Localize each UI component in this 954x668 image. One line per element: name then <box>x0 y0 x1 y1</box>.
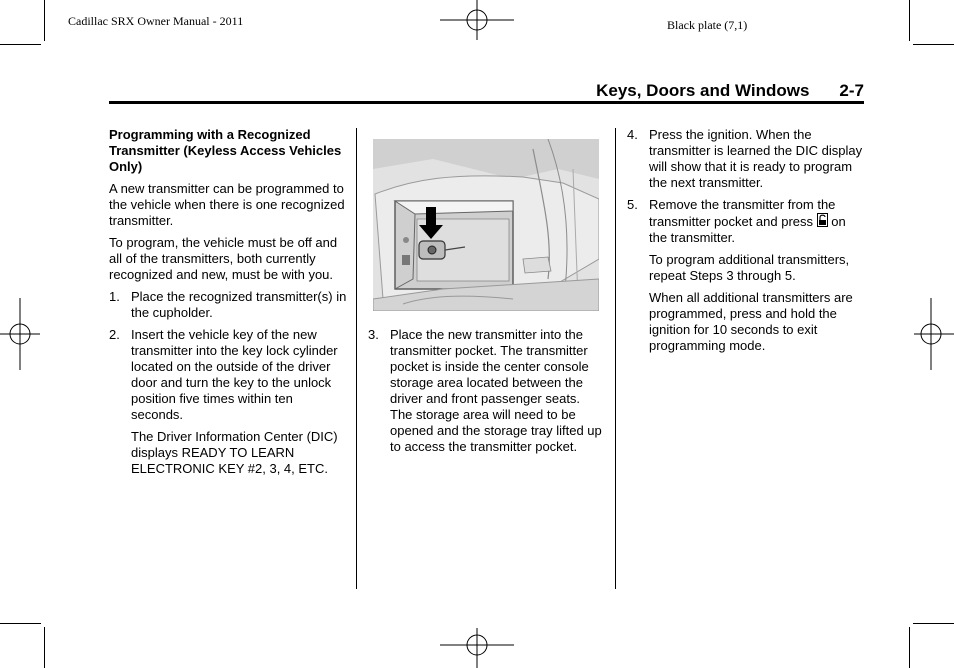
step-5 <box>627 197 865 246</box>
column-1 <box>109 127 347 483</box>
step-text: Remove the transmitter from the transmitter pocket and press <box>649 197 836 229</box>
column-divider <box>615 128 616 589</box>
column-3 <box>627 127 865 360</box>
section-title: Keys, Doors and Windows <box>596 81 810 100</box>
paragraph: To program, the vehicle must be off and all of the transmitters, both currently recognized and new, must be with you. <box>109 235 338 282</box>
step-text: Place the recognized transmitter(s) in the cupholder. <box>131 289 347 320</box>
registration-mark-bottom <box>440 626 514 668</box>
registration-mark-left <box>0 298 44 370</box>
crop-mark <box>0 623 41 624</box>
section-header <box>596 81 864 101</box>
console-illustration <box>373 139 599 311</box>
unlock-icon <box>817 213 828 227</box>
subsection-heading: Programming with a Recognized Transmitter (Keyless Access Vehicles Only) <box>109 127 342 174</box>
step-number: 3. <box>368 327 379 342</box>
crop-mark <box>913 623 954 624</box>
paragraph: A new transmitter can be programmed to the vehicle when there is one recognized transmitter. <box>109 181 345 228</box>
crop-mark <box>909 627 910 668</box>
title-rule <box>109 101 864 104</box>
step-2 <box>109 327 347 423</box>
crop-mark <box>909 0 910 41</box>
step-note: The Driver Information Center (DIC) displays READY TO LEARN ELECTRONIC KEY #2, 3, 4, ETC. <box>131 429 338 476</box>
plate-label: Black plate (7,1) <box>667 18 748 32</box>
step-note: When all additional transmitters are programmed, press and hold the ignition for 10 seconds to exit programming mode. <box>649 290 853 353</box>
step-number: 4. <box>627 127 638 142</box>
step-text: on the transmitter. <box>649 214 846 245</box>
step-number: 2. <box>109 327 120 342</box>
step-text: Place the new transmitter into the transmitter pocket. The transmitter pocket is inside the center console storage area located between the driver and front passenger seats. The storage area will need to be opened and the storage tray lifted up to access the transmitter pocket. <box>390 327 602 454</box>
crop-mark <box>0 44 41 45</box>
step-text: Press the ignition. When the transmitter is learned the DIC display will show that it is ready to program the next transmitter. <box>649 127 863 190</box>
crop-mark <box>44 0 45 41</box>
step-number: 1. <box>109 289 120 304</box>
step-4 <box>627 127 865 191</box>
step-number: 5. <box>627 197 638 212</box>
column-divider <box>356 128 357 589</box>
step-note: To program additional transmitters, repeat Steps 3 through 5. <box>649 252 850 283</box>
step-1 <box>109 289 347 321</box>
step-text: Insert the vehicle key of the new transmitter into the key lock cylinder located on the outside of the driver door and turn the key to the unlock position five times within ten seconds. <box>131 327 338 422</box>
page-number: 2-7 <box>839 81 864 100</box>
crop-mark <box>913 44 954 45</box>
manual-title: Cadillac SRX Owner Manual - 2011 <box>68 14 244 28</box>
registration-mark-top <box>440 0 514 44</box>
crop-mark <box>44 627 45 668</box>
column-2 <box>368 327 604 461</box>
step-3 <box>368 327 604 455</box>
registration-mark-right <box>910 298 954 370</box>
